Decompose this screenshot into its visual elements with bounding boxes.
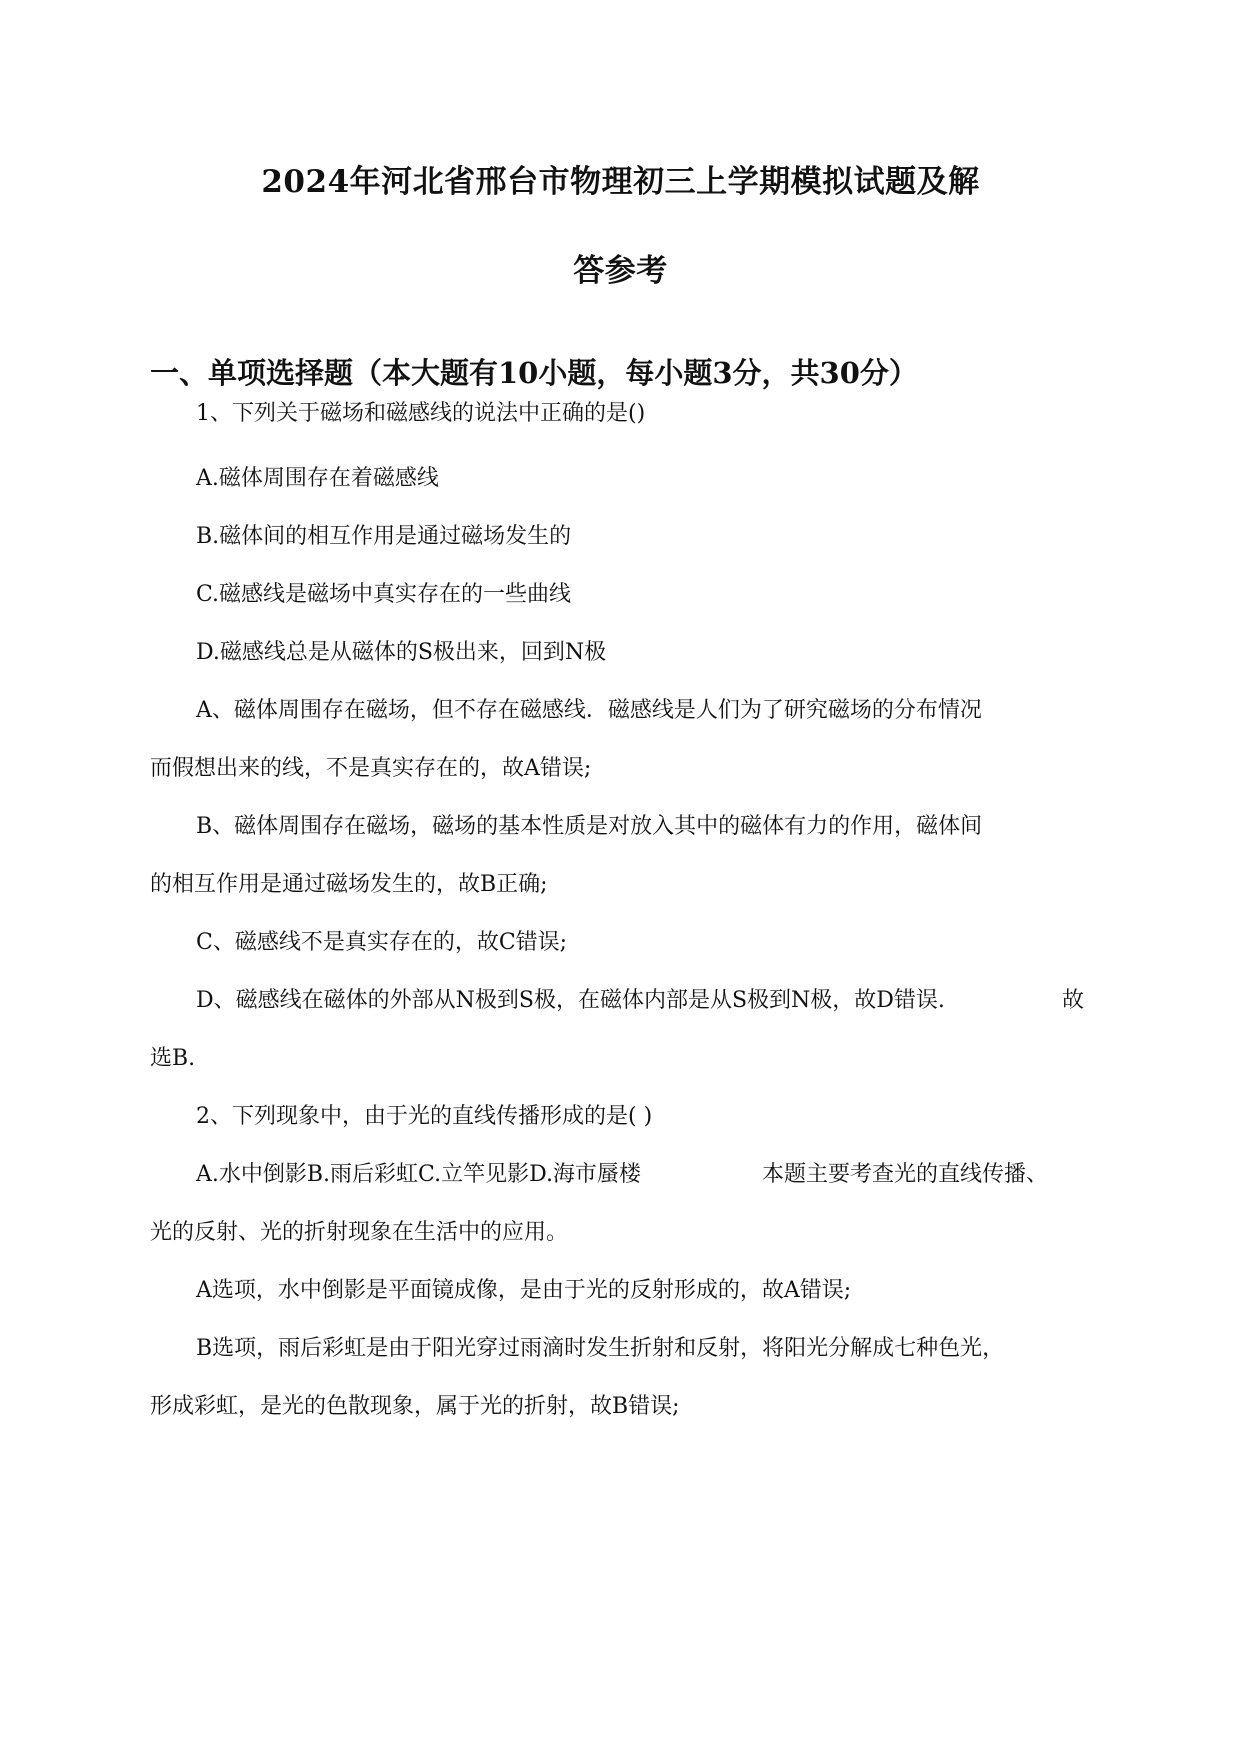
- document-title-line-1: 2024年河北省邢台市物理初三上学期模拟试题及解: [261, 164, 980, 200]
- q1-explain-d-tail: 故: [1062, 988, 1085, 1013]
- document-title-line-2: 答参考: [573, 253, 668, 289]
- q2-explain-a: A选项，水中倒影是平面镜成像，是由于光的反射形成的，故A错误;: [196, 1278, 852, 1303]
- q2-stem: 2、下列现象中，由于光的直线传播形成的是( ): [196, 1104, 653, 1129]
- q1-explain-c: C、磁感线不是真实存在的，故C错误;: [196, 930, 568, 955]
- q2-analysis-line-1: 本题主要考查光的直线传播、: [762, 1162, 1049, 1187]
- q2-analysis-line-2: 光的反射、光的折射现象在生活中的应用。: [150, 1220, 569, 1245]
- q2-explain-b-line-2: 形成彩虹，是光的色散现象，属于光的折射，故B错误;: [150, 1394, 680, 1419]
- q2-options: A.水中倒影B.雨后彩虹C.立竿见影D.海市蜃楼: [196, 1162, 641, 1187]
- q1-explain-a-line-2: 而假想出来的线，不是真实存在的，故A错误;: [150, 756, 592, 781]
- q1-stem: 1、下列关于磁场和磁感线的说法中正确的是(): [196, 401, 646, 426]
- q1-option-b: B.磁体间的相互作用是通过磁场发生的: [196, 524, 572, 549]
- q1-explain-d-line-1: D、磁感线在磁体的外部从N极到S极，在磁体内部是从S极到N极，故D错误.: [196, 988, 945, 1013]
- q1-explain-b-line-1: B、磁体周围存在磁场，磁场的基本性质是对放入其中的磁体有力的作用，磁体间: [196, 814, 983, 839]
- q1-explain-a-line-1: A、磁体周围存在磁场，但不存在磁感线．磁感线是人们为了研究磁场的分布情况: [196, 698, 982, 723]
- q2-explain-b-line-1: B选项，雨后彩虹是由于阳光穿过雨滴时发生折射和反射，将阳光分解成七种色光，: [196, 1336, 1005, 1361]
- q1-option-d: D.磁感线总是从磁体的S极出来，回到N极: [196, 640, 607, 665]
- q1-option-c: C.磁感线是磁场中真实存在的一些曲线: [196, 582, 572, 607]
- q1-option-a: A.磁体周围存在着磁感线: [196, 466, 439, 491]
- q1-explain-d-line-2: 选B.: [150, 1046, 196, 1071]
- q1-explain-b-line-2: 的相互作用是通过磁场发生的，故B正确;: [150, 872, 548, 897]
- section-heading: 一、单项选择题（本大题有10小题，每小题3分，共30分）: [150, 356, 918, 390]
